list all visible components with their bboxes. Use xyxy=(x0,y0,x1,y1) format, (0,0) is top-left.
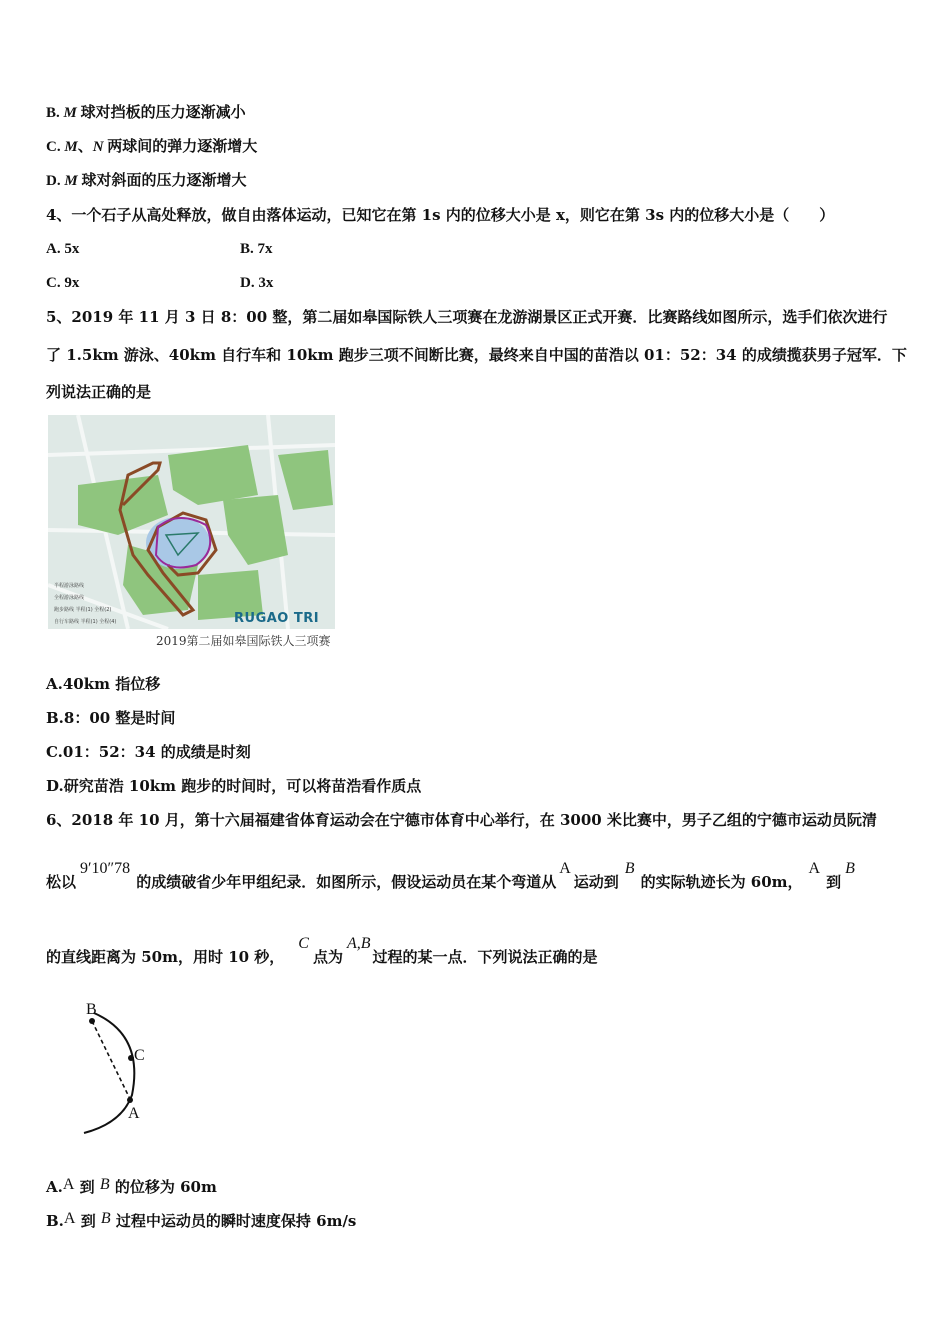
point-a: A xyxy=(63,1210,76,1227)
stem-text: 的直线距离为 50m，用时 10 秒， xyxy=(46,948,285,966)
point-a: A xyxy=(62,1176,75,1193)
q5-option-d: D.研究苗浩 10km 跑步的时间时，可以将苗浩看作质点 xyxy=(46,777,422,795)
q4-option-b: B. 7x xyxy=(240,241,273,257)
q5-option-c: C.01：52：34 的成绩是时刻 xyxy=(46,743,251,761)
q6-stem-line2 xyxy=(46,860,855,893)
stem-text: 的实际轨迹长为 60m， xyxy=(640,873,803,891)
q5-stem-line3: 列说法正确的是 xyxy=(46,383,152,401)
point-c: C xyxy=(298,935,309,952)
svg-text:跑步路线 半程(1) 全程(2): 跑步路线 半程(1) 全程(2) xyxy=(54,607,112,613)
label-b: B xyxy=(86,1001,97,1018)
q5-option-a: A.40km 指位移 xyxy=(46,675,161,693)
option-prefix: B. xyxy=(46,105,64,121)
point-b: B xyxy=(100,1210,111,1227)
q6-stem-line1: 6、2018 年 10 月，第十六届福建省体育运动会在宁德市体育中心举行，在 3000 米比赛中，男子乙组的宁德市运动员阮清 xyxy=(46,811,877,829)
triathlon-map-figure xyxy=(48,415,335,649)
q6-option-a xyxy=(46,1177,217,1198)
q4-option-c: C. 9x xyxy=(46,275,80,291)
option-prefix: C. xyxy=(46,139,65,155)
stem-text: 运动到 xyxy=(573,873,619,891)
q6-option-b xyxy=(46,1211,356,1232)
option-text: 过程中运动员的瞬时速度保持 6m/s xyxy=(110,1212,357,1230)
q5-option-b: B.8：00 整是时间 xyxy=(46,709,176,727)
q4-option-a: A. 5x xyxy=(46,241,80,257)
option-text: 球对挡板的压力逐渐减小 xyxy=(76,105,246,121)
option-prefix: A. xyxy=(46,1178,63,1196)
stem-text: 过程的某一点．下列说法正确的是 xyxy=(372,948,598,966)
q4-stem: 4、一个石子从高处释放，做自由落体运动，已知它在第 1s 内的位移大小是 x，则它在第 3s 内的位移大小是（ ） xyxy=(46,206,835,224)
point-b: B xyxy=(99,1176,110,1193)
option-text: 到 xyxy=(74,1178,100,1196)
svg-text:半程游泳路线: 半程游泳路线 xyxy=(54,583,85,589)
label-c: C xyxy=(134,1047,145,1064)
rugao-tri-logo: RUGAO TRI xyxy=(234,611,320,626)
stem-text: 点为 xyxy=(312,948,343,966)
point-b: B xyxy=(845,860,855,877)
q5-stem-line2: 了 1.5km 游泳、40km 自行车和 10km 跑步三项不间断比赛，最终来自中国的苗浩以 01：52：34 的成绩揽获男子冠军．下 xyxy=(46,346,907,364)
q4-option-d: D. 3x xyxy=(240,275,274,291)
figure-caption: 2019第二届如皋国际铁人三项赛 xyxy=(156,634,331,648)
option-text: 球对斜面的压力逐渐增大 xyxy=(77,173,247,189)
variable-n: N xyxy=(92,139,104,155)
stem-text: 的成绩破省少年甲组纪录．如图所示，假设运动员在某个弯道从 xyxy=(136,873,557,891)
time-value: 9′10″78 xyxy=(80,860,131,877)
variable-m: M xyxy=(64,173,78,189)
svg-text:自行车路线 半程(1) 全程(4): 自行车路线 半程(1) 全程(4) xyxy=(54,619,117,625)
q3-option-d xyxy=(46,171,246,191)
option-prefix: D. xyxy=(46,173,65,189)
option-text: 的位移为 60m xyxy=(109,1178,217,1196)
option-text: 两球间的弹力逐渐增大 xyxy=(103,139,258,155)
separator: 、 xyxy=(77,139,93,155)
point-a: A xyxy=(808,860,821,877)
q6-stem-line3 xyxy=(46,935,598,968)
q3-option-b xyxy=(46,103,246,123)
variable-m: M xyxy=(64,139,78,155)
label-a: A xyxy=(128,1105,140,1122)
option-prefix: B. xyxy=(46,1212,64,1230)
route-map-image xyxy=(48,415,335,629)
q5-stem-line1: 5、2019 年 11 月 3 日 8：00 整，第二届如皋国际铁人三项赛在龙游湖景区正式开赛．比赛路线如图所示，选手们依次进行 xyxy=(46,308,888,326)
point-b: B xyxy=(624,860,635,877)
svg-text:全程游泳路线: 全程游泳路线 xyxy=(54,595,85,601)
variable-m: M xyxy=(63,105,77,121)
stem-text: 到 xyxy=(826,873,842,891)
point-a: A xyxy=(559,860,571,877)
option-text: 到 xyxy=(75,1212,101,1230)
curve-diagram xyxy=(44,995,174,1135)
points-a-b: A,B xyxy=(346,935,371,952)
q3-option-c xyxy=(46,137,257,157)
stem-text: 松以 xyxy=(46,873,77,891)
